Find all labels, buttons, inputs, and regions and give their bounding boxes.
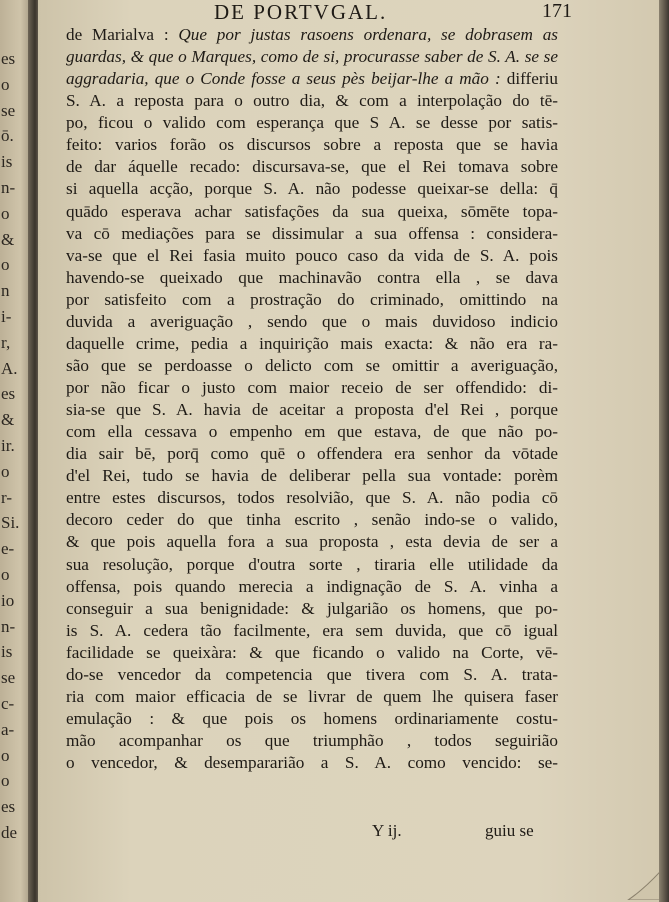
text-segment: de Marialva :: [66, 25, 179, 44]
facing-page-fragment: de: [1, 823, 18, 842]
text-segment: feito: varios forão os discursos sobre a reposta que se havia: [66, 135, 558, 155]
facing-page-fragment: o: [1, 203, 10, 223]
text-line: [66, 245, 558, 267]
text-segment: entre estes discursos, todos resolvião, que S. A. não podia cō: [66, 488, 558, 508]
text-segment: emulação : & que pois os homens ordinariamente costu-: [66, 708, 558, 728]
facing-page-fragment: o: [1, 255, 10, 275]
text-line: [66, 68, 558, 90]
text-line: [66, 46, 558, 68]
text-line: [66, 201, 558, 223]
text-segment: ria com maior efficacia de se livrar de quem lhe quisera faser: [66, 686, 558, 706]
facing-page-fragment: Si.: [1, 513, 20, 533]
text-line: [66, 708, 558, 730]
facing-page-fragment: o: [1, 74, 10, 94]
text-segment: sua resolução, porque d'outra sorte , tiraria elle utilidade da: [66, 554, 558, 574]
text-segment: por não ficar o justo com maior receio de ser offendido: di-: [66, 378, 558, 397]
text-segment: offensa, pois quando merecia a indignação de S. A. vinha a: [66, 576, 558, 596]
catchword: guiu se: [485, 821, 534, 840]
facing-page-fragment: n-: [1, 616, 16, 636]
text-segment: com ella cessava o empenho em que estava, de que não po-: [66, 422, 558, 442]
text-segment: conseguir a sua benignidade: & julgarião os homens, que po-: [66, 598, 558, 618]
signature-mark: Y ij.: [372, 821, 402, 840]
text-line: [66, 598, 558, 620]
text-line: [66, 730, 558, 752]
text-line: [66, 752, 558, 774]
text-line: [66, 134, 558, 156]
text-segment: & que pois aquella fora a sua proposta , esta devia de ser a: [66, 532, 558, 552]
text-segment: d'el Rei, tudo se havia de deliberar pella sua vontade: porèm: [66, 466, 558, 486]
facing-page-fragment: r-: [1, 487, 12, 507]
facing-page-fragment: se: [1, 100, 16, 120]
text-segment: duvida a averiguação , sendo que o mais duvidoso indicio: [66, 311, 558, 331]
text-segment: por satisfeito com a prostração do criminado, omittindo na: [66, 289, 558, 309]
text-segment: decoro ceder do que tinha escrito , senão indo-se o valido,: [66, 510, 558, 530]
text-line: [66, 377, 558, 399]
page-edge-shadow: [659, 0, 669, 902]
facing-page-fragment: c-: [1, 694, 15, 713]
text-line: [66, 487, 558, 509]
text-segment: si aquella acção, porque S. A. não podesse queixar-se della: q̄: [66, 179, 558, 199]
text-line: [66, 333, 558, 355]
text-segment: daquelle crime, pedia a inquirição mais exacta: & não era ra-: [66, 333, 558, 353]
text-line: [66, 289, 558, 311]
text-line: [66, 642, 558, 664]
text-line: [66, 686, 558, 708]
facing-page-fragment: io: [1, 590, 15, 610]
facing-page-fragment: e-: [1, 539, 15, 559]
text-segment: facilidade se queixàra: & que ficando o valido na Corte, vē-: [66, 642, 558, 662]
body-text: [66, 24, 558, 774]
text-line: [66, 223, 558, 245]
text-line: [66, 267, 558, 289]
text-line: [66, 554, 558, 576]
text-line: [66, 178, 558, 200]
facing-page-fragment: i-: [1, 307, 12, 326]
text-segment: do-se vencedor da competencia que tivera com S. A. trata-: [66, 664, 558, 684]
text-line: [66, 620, 558, 642]
facing-page-fragment: is: [1, 152, 13, 172]
text-line: [66, 355, 558, 377]
facing-page-fragment: ir.: [1, 436, 15, 455]
italic-segment: aggradaria, que o Conde fosse a seus pès beijar-lhe a mão :: [66, 69, 507, 89]
facing-page-fragment: a-: [1, 719, 15, 739]
facing-page-fragment: es: [1, 797, 16, 817]
text-segment: is S. A. cedera tão facilmente, era sem duvida, que cō igual: [66, 620, 558, 640]
text-segment: mão acompanhar os que triumphão , todos seguirião: [66, 731, 558, 750]
facing-page-fragment: ō.: [1, 126, 14, 146]
text-segment: po, ficou o valido com esperança que S A. se desse por satis-: [66, 113, 558, 133]
facing-page-fragment: n: [1, 281, 10, 301]
text-segment: dia sair bē, porq̄ como quē o offendera era senhor da vōtade: [66, 444, 558, 464]
text-segment: de dar áquelle recado: discursava-se, que el Rei tomava sobre: [66, 157, 558, 177]
text-line: [66, 112, 558, 134]
text-line: [66, 24, 558, 46]
text-segment: va-se que el Rei fasia muito pouco caso da vida de S. A. pois: [66, 245, 558, 265]
running-header: DE PORTVGAL.: [214, 0, 388, 24]
text-line: [66, 509, 558, 531]
facing-page-fragment: o: [1, 771, 10, 791]
text-segment: va cō mediações para se dissimular a sua offensa : considera-: [66, 223, 558, 243]
italic-segment: Que por justas rasoens ordenara, se dobrasem as: [178, 25, 558, 44]
text-line: [66, 531, 558, 553]
text-segment: o vencedor, & desempararião a S. A. como vencido: se-: [66, 753, 558, 773]
text-segment: differiu: [506, 69, 558, 89]
text-line: [66, 421, 558, 443]
italic-segment: guardas, & que o Marques, como de si, procurasse saber de S. A. se se: [66, 47, 558, 67]
facing-page-fragment: es: [1, 49, 16, 68]
text-line: [66, 156, 558, 178]
text-segment: S. A. a reposta para o outro dia, & com a interpolação do tē-: [66, 91, 558, 111]
text-line: [66, 465, 558, 487]
page-number: 171: [542, 0, 572, 22]
text-line: [66, 311, 558, 333]
facing-page-fragment: o: [1, 461, 10, 481]
facing-page-fragment: A.: [1, 358, 18, 378]
facing-page-fragment: n-: [1, 178, 16, 197]
text-segment: são que se perdoasse o delicto com se omittir a averiguação,: [66, 355, 558, 375]
facing-page-fragment: o: [1, 745, 10, 765]
text-line: [66, 664, 558, 686]
facing-page-fragment: &: [1, 229, 15, 249]
facing-page-fragment: is: [1, 642, 13, 662]
text-line: [66, 576, 558, 598]
facing-page-fragment: se: [1, 668, 16, 688]
text-line: [66, 399, 558, 421]
facing-page-fragment: es: [1, 384, 16, 404]
facing-page-fragment: r,: [1, 332, 11, 352]
text-line: [66, 443, 558, 465]
facing-page-fragment: o: [1, 565, 10, 584]
text-segment: sia-se que S. A. havia de aceitar a proposta d'el Rei , porque: [66, 400, 558, 420]
text-line: [66, 90, 558, 112]
facing-page-fragment: &: [1, 410, 15, 430]
text-segment: havendo-se queixado que machinavão contra ella , se dava: [66, 267, 558, 287]
text-segment: quādo esperava achar satisfações da sua queixa, sōmēte topa-: [66, 201, 558, 221]
book-page: [38, 0, 660, 902]
